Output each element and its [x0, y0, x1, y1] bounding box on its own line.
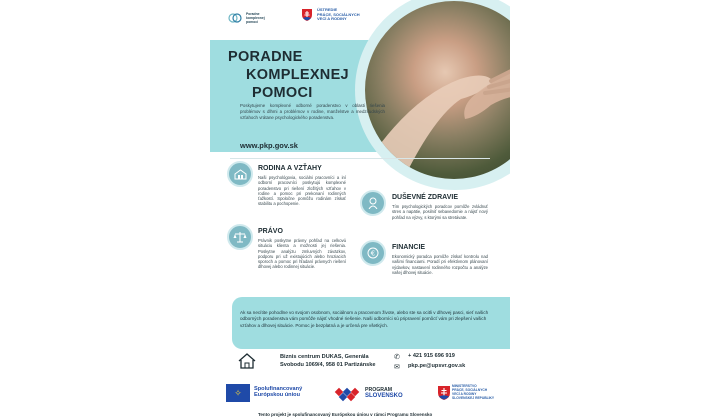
upsvr-logo-line: PRÁCE, SOCIÁLNYCH: [317, 11, 360, 17]
footer-note: Tento projekt je spolufinancovaný Európskou úniou v rámci Programu Slovensko: [258, 412, 433, 417]
ministry-line: VECÍ A RODINY: [452, 391, 477, 396]
email-address[interactable]: pkp.pe@upsvr.gov.sk: [408, 363, 466, 369]
title-line: KOMPLEXNEJ: [246, 67, 349, 83]
section-text-financie: Ekonomický poradca pomôže získať kontrolu nad vašimi financiami. Poradí pri efektívnom plánovaní výdavkov, nastavení rodinného rozpočtu a analýze vašej dlhovej situácie.: [392, 254, 488, 275]
upsvr-logo-line: VECÍ A RODINY: [317, 16, 347, 22]
phone-icon: ✆: [394, 354, 400, 361]
program-line: PROGRAM: [365, 387, 393, 393]
program-slovensko-logo-icon: [334, 386, 362, 402]
address-line: Svobodu 1069/4, 958 01 Partizánske: [280, 362, 376, 368]
law-scales-icon: [227, 224, 253, 250]
hero-description: Poskytujeme komplexné odborné poradenstvo v oblasti riešenia problémov s dlhmi a problémov v rodine, manželstve a medziľudských vzťahoch vrátane psychologického poradenstva.: [240, 103, 385, 120]
program-line: SLOVENSKO: [365, 393, 403, 399]
upsvr-logo: [302, 8, 360, 22]
mental-health-icon: [360, 190, 386, 216]
program-slovensko: [365, 387, 403, 399]
section-title-rodina: RODINA A VZŤAHY: [258, 165, 322, 172]
ministry-line: MINISTERSTVO: [452, 384, 477, 388]
finance-euro-icon: [360, 240, 386, 266]
section-title-pravo: PRÁVO: [258, 228, 283, 235]
phone-number[interactable]: + 421 915 696 919: [408, 353, 455, 359]
pkp-logo: [228, 12, 265, 24]
upsvr-logo-line: ÚSTREDIE: [317, 7, 338, 12]
ministry-coat-of-arms-icon: [438, 386, 450, 400]
section-text-rodina: Naši psychológovia, sociálni pracovníci a iní odborní pracovníci poskytujú komplexné poradenstvo pri riešení zložitých vzťahov v rodine a pomoc pri prekonaní rodinných ťažkostí. Spoločne pomôžu rodinám získať stabilitu a pochopenie.: [258, 175, 346, 207]
website-url: www.pkp.gov.sk: [240, 141, 298, 150]
pkp-logo-line: pomoci: [246, 20, 259, 24]
section-text-zdravie: Tím psychologických poradcov pomôže zvládnuť stres a napätie, posilniť sebavedomie a nájsť nový pohľad na výzvy, s ktorými sa stretávate.: [392, 204, 488, 220]
email-icon: ✉: [394, 364, 400, 371]
title-line: POMOCI: [252, 85, 313, 101]
title-line: PORADNE: [228, 49, 303, 65]
eu-line: Spolufinancovaný: [254, 386, 303, 392]
address: [280, 353, 375, 369]
pkp-logo-line: komplexnej: [246, 16, 265, 20]
section-title-financie: FINANCIE: [392, 244, 426, 251]
ministry-line: PRÁCE, SOCIÁLNYCH: [452, 387, 488, 392]
footer-logos: [226, 384, 496, 408]
ministry-line: SLOVENSKEJ REPUBLIKY: [452, 395, 495, 400]
slovak-coat-of-arms-icon: [302, 9, 312, 21]
info-text: Ak sa necítite pohodlne vo svojom osobnom, sociálnom a pracovnom živote, alebo ste sa ocitli v dlhovej pasci, sieť našich odborných poradenstva vám pomôže nájsť vhodné riešenie. Naši odborníci sú pripravení pomôcť vám pri zlepšení vašich vzťahov a dlhovej situácie. Pomoc je bezplatná a je určená pre všetkých.: [240, 310, 489, 328]
address-line: Biznis centrum DUKAS, Generála: [280, 354, 369, 360]
eu-cofinanced: [254, 386, 302, 399]
section-title-zdravie: DUŠEVNÉ ZDRAVIE: [392, 194, 458, 201]
divider: [230, 158, 490, 159]
pkp-logo-line: Poradne: [246, 12, 260, 16]
section-text-pravo: Právnik poskytne právny pohľad na celkovú situáciu klienta a možnosti jej riešenia. Poskytne analýzu zmluvných záväzkov, podporu pri už existujúcich alebo hroziacich sporoch a pomoc pri hľadaní právnych riešení dlhovej alebo rodinnej situácie.: [258, 238, 346, 270]
family-icon: [227, 161, 253, 187]
svg-text:€: €: [370, 249, 376, 258]
poster: [210, 0, 510, 420]
eu-flag-icon: ✧: [226, 384, 250, 402]
ministry-logo: [452, 385, 494, 401]
house-icon: [238, 352, 256, 370]
contact-block: [232, 349, 510, 377]
eu-line: Európskou úniou: [254, 392, 300, 399]
page-title: [228, 48, 349, 102]
hands-logo-icon: [228, 12, 242, 24]
